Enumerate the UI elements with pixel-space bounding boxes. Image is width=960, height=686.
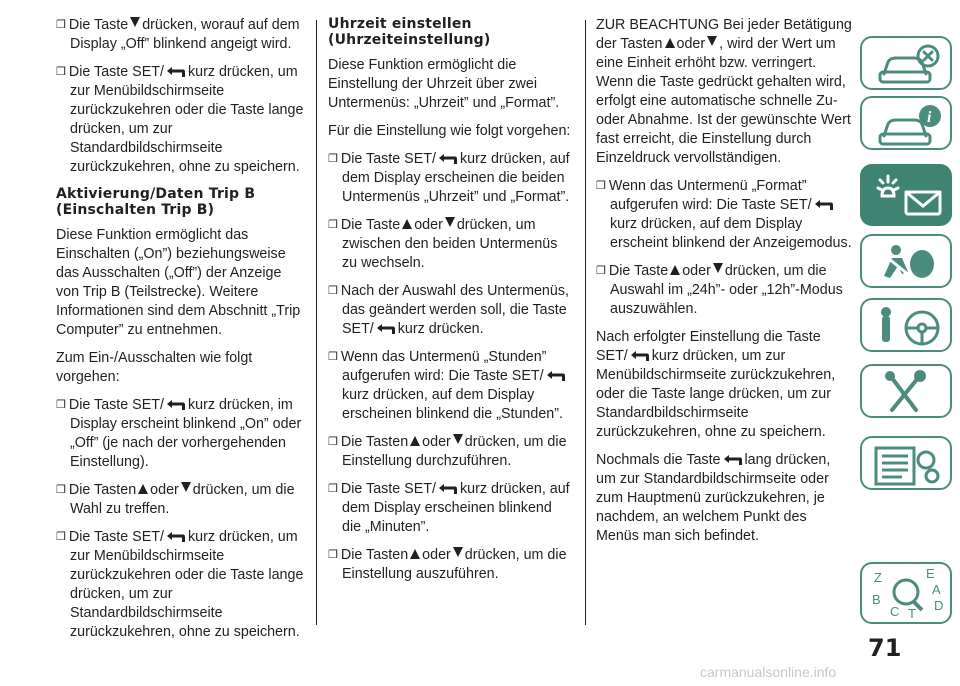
tab-starting-driving[interactable]: [860, 298, 952, 352]
arrow-down-icon: [181, 482, 191, 492]
column-divider-2: [585, 20, 586, 625]
svg-text:B: B: [872, 592, 881, 607]
bullet-icon: ❒: [328, 285, 338, 297]
list-item: ❒ Die Taste SET/ kurz drücken, auf dem Display erscheinen die beiden Untermenüs „Uhrzeit” und „Format”.: [328, 151, 570, 205]
bullet-icon: ❒: [328, 483, 338, 495]
svg-text:T: T: [908, 606, 916, 621]
svg-text:D: D: [934, 598, 944, 613]
bullet-icon: ❒: [56, 66, 66, 78]
return-arrow-icon: [166, 66, 186, 78]
paragraph: ZUR BEACHTUNG Bei jeder Betätigung der Tasten oder , wird der Wert um eine Einheit erhöht bzw. verringert. Wenn die Taste gedrückt gehalten wird, erfolgt eine automatische schnelle Zu- oder Abnahme. Ist der gewünschte Wert fast erreicht, die Einstellung durch Einzeldruck vervollständigen.: [596, 17, 852, 166]
column-2: [328, 16, 573, 593]
list-item: ❒ Die Taste oder drücken, um zwischen den beiden Untermenüs zu wechseln.: [328, 217, 558, 271]
bullet-icon: ❒: [328, 549, 338, 561]
return-arrow-icon: [630, 350, 650, 362]
tab-technical-data[interactable]: [860, 436, 952, 490]
svg-text:A: A: [932, 582, 941, 597]
column-1: [56, 16, 304, 651]
return-arrow-icon: [166, 531, 186, 543]
svg-text:C: C: [890, 604, 900, 619]
bullet-icon: ❒: [56, 484, 66, 496]
paragraph: Zum Ein-/Ausschalten wie folgt vorgehen:: [56, 350, 253, 385]
return-arrow-icon: [723, 454, 743, 466]
tab-index[interactable]: [860, 562, 952, 624]
section-heading: Uhrzeit einstellen (Uhrzeiteinstellung): [328, 16, 491, 48]
return-arrow-icon: [546, 370, 566, 382]
index-az-icon: [862, 564, 954, 626]
arrow-down-icon: [713, 263, 723, 273]
list-item: ❒ Die Tasten oder drücken, um die Einstellung auszuführen.: [328, 547, 567, 582]
list-item: ❒ Die Taste oder drücken, um die Auswahl im „24h”- oder „12h”-Modus auszuwählen.: [596, 263, 843, 317]
paragraph: Für die Einstellung wie folgt vorgehen:: [328, 123, 571, 139]
starting-driving-icon: [862, 300, 954, 354]
bullet-icon: ❒: [596, 180, 606, 192]
bullet-icon: ❒: [56, 531, 66, 543]
list-item: ❒ Wenn das Untermenü „Stunden” aufgerufen wird: Die Taste SET/kurz drücken, auf dem Display erscheinen blinkend die „Stunden”.: [328, 348, 573, 424]
tab-maintenance[interactable]: [860, 364, 952, 418]
column-3: [596, 16, 852, 555]
arrow-down-icon: [707, 36, 717, 46]
arrow-down-icon: [445, 217, 455, 227]
arrow-up-icon: [665, 38, 675, 48]
bullet-icon: ❒: [56, 399, 66, 411]
list-item: ❒ Die Tasten oder drücken, um die Einstellung durchzuführen.: [328, 434, 567, 469]
bullet-icon: ❒: [328, 219, 338, 231]
return-arrow-icon: [166, 399, 186, 411]
paragraph: Nach erfolgter Einstellung die Taste SET/ kurz drücken, um zur Menübildschirmseite zurückzukehren, oder die Taste lange drücken, um zur Standardbildschirmseite zurückzukehren, ohne zu speichern.: [596, 329, 836, 440]
list-item: ❒ Nach der Auswahl des Untermenüs, das geändert werden soll, die Taste SET/ kurz drücken.: [328, 283, 569, 337]
bullet-icon: ❒: [596, 265, 606, 277]
return-arrow-icon: [438, 153, 458, 165]
section-heading: Aktivierung/Daten Trip B (Einschalten Trip B): [56, 186, 256, 218]
paragraph: Diese Funktion ermöglicht das Einschalten („On”) beziehungsweise das Ausschalten („Off”) der Anzeige von Trip B (Teilstrecke). Weitere Informationen sind dem Abschnitt „Trip Computer” zu entnehmen.: [56, 227, 301, 338]
technical-data-icon: [862, 438, 954, 492]
page-number: 71: [868, 634, 902, 662]
bullet-icon: ❒: [328, 436, 338, 448]
safety-airbag-icon: [862, 236, 954, 290]
tab-warning-light-message[interactable]: [860, 164, 952, 226]
list-item: ❒ Die Taste drücken, worauf auf dem Display „Off” blinkend angeigt wird.: [56, 17, 300, 52]
dashboard-info-icon: [862, 98, 954, 152]
paragraph: Diese Funktion ermöglicht die Einstellung der Uhrzeit über zwei Untermenüs: „Uhrzeit” und „Format”.: [328, 57, 560, 111]
list-item: ❒ Die Taste SET/ kurz drücken, um zur Menübildschirmseite zurückzukehren oder die Taste lange drücken, um zur Standardbildschirmseite zurückzukehren, ohne zu speichern.: [56, 529, 304, 640]
list-item: ❒ Die Tasten oder drücken, um die Wahl zu treffen.: [56, 482, 295, 517]
arrow-down-icon: [453, 547, 463, 557]
column-divider-1: [316, 20, 317, 625]
bullet-icon: ❒: [328, 351, 338, 363]
return-arrow-icon: [438, 483, 458, 495]
arrow-up-icon: [138, 484, 148, 494]
list-item: ❒ Die Taste SET/ kurz drücken, um zur Menübildschirmseite zurückzukehren oder die Taste lange drücken, um zur Standardbildschirmseite zurückzukehren, ohne zu speichern.: [56, 64, 304, 175]
tab-safety[interactable]: [860, 234, 952, 288]
svg-text:i: i: [927, 109, 932, 126]
arrow-up-icon: [410, 436, 420, 446]
warning-light-message-icon: [862, 166, 954, 228]
return-arrow-icon: [376, 323, 396, 335]
paragraph: Nochmals die Taste lang drücken, um zur Standardbildschirmseite oder zum Hauptmenü zurückzukehren, je nachdem, an welchem Punkt des Menüs man sich befindet.: [596, 452, 831, 544]
list-item: ❒ Die Taste SET/ kurz drücken, auf dem Display erscheinen blinkend die „Minuten”.: [328, 481, 570, 535]
bullet-icon: ❒: [328, 153, 338, 165]
car-info-icon: [862, 38, 954, 92]
arrow-up-icon: [402, 219, 412, 229]
return-arrow-icon: [814, 199, 834, 211]
svg-text:Z: Z: [874, 570, 882, 585]
maintenance-tools-icon: [862, 366, 954, 420]
tab-car-info[interactable]: [860, 36, 952, 90]
arrow-up-icon: [670, 265, 680, 275]
list-item: ❒ Die Taste SET/ kurz drücken, im Display erscheint blinkend „On” oder „Off” (je nach der vorhergehenden Einstellung).: [56, 397, 302, 470]
list-item: ❒ Wenn das Untermenü „Format” aufgerufen wird: Die Taste SET/kurz drücken, auf dem Display erscheint blinkend der Anzeigemodus.: [596, 178, 852, 251]
tab-dashboard-info[interactable]: [860, 96, 952, 150]
arrow-down-icon: [130, 17, 140, 27]
bullet-icon: ❒: [56, 19, 66, 31]
arrow-up-icon: [410, 549, 420, 559]
watermark: carmanualsonline.info: [700, 664, 837, 680]
arrow-down-icon: [453, 434, 463, 444]
svg-text:E: E: [926, 566, 935, 581]
